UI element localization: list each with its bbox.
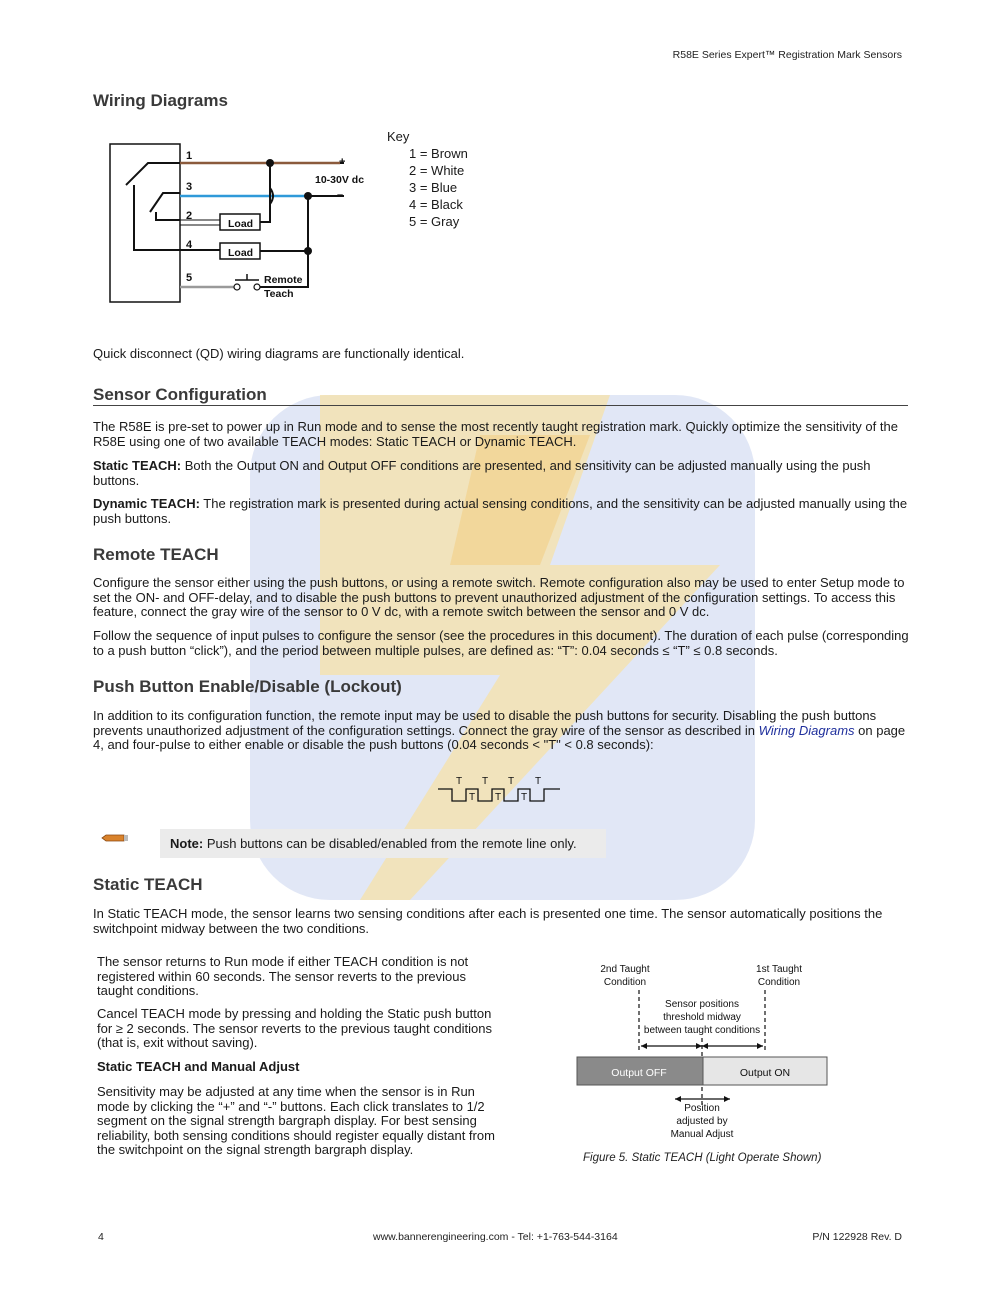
- key-item: 5 = Gray: [409, 214, 460, 229]
- position-label-line3: Manual Adjust: [670, 1129, 734, 1140]
- key-item: 1 = Brown: [409, 146, 468, 161]
- pulse-top-label: T: [482, 776, 489, 787]
- dynamic-teach-term: Dynamic TEACH:: [93, 496, 200, 511]
- supply-label: 10-30V dc: [315, 174, 365, 186]
- load-2-label: Load: [228, 247, 254, 259]
- wire-color-key: [387, 128, 468, 230]
- static-teach-text: Both the Output ON and Output OFF conditions are presented, and sensitivity can be adjusted manually using the push buttons.: [93, 458, 871, 488]
- second-taught-label-line2: Condition: [603, 977, 647, 988]
- first-taught-label-line1: 1st Taught: [756, 964, 802, 975]
- remote-teach-paragraph-2: Follow the sequence of input pulses to configure the sensor (see the procedures in this document). The duration of each pulse (corresponding to a push button “click”), and the period between multiple pulses, are defined as: “T”: 0.04 seconds ≤ “T” ≤ 0.8 seconds.: [93, 628, 909, 658]
- remote-teach-paragraph-1: Configure the sensor either using the push buttons, or using a remote switch. Remote configuration also may be used to enter Setup mode to set the ON- and OFF-delay, and to disable the push buttons to prevent unauthorized adjustment of the configuration settings. To access this feature, connect the gray wire of the sensor to 0 V dc, with a remote switch between the sensor and 0 V dc.: [93, 575, 905, 619]
- pulse-top-label: T: [456, 776, 463, 787]
- wire-number-3: 3: [186, 181, 193, 193]
- sensor-configuration-heading: Sensor Configuration: [93, 387, 908, 406]
- position-label-line1: Position: [684, 1103, 720, 1114]
- threshold-label-line1: Sensor positions: [665, 999, 739, 1010]
- load-1-label: Load: [228, 218, 254, 230]
- lockout-text-after: on page 4, and four-pulse to either enable or disable the push buttons (0.04 seconds < "T" < 0.8 seconds):: [93, 722, 906, 752]
- teach-label: Teach: [264, 288, 294, 300]
- footer-contact: www.bannerengineering.com - Tel: +1-763-544-3164: [373, 1231, 618, 1243]
- lockout-paragraph: [93, 709, 911, 753]
- manual-adjust-subheading: Static TEACH and Manual Adjust: [97, 1059, 300, 1074]
- output-off-label: Output OFF: [611, 1067, 667, 1079]
- wire-number-5: 5: [186, 272, 193, 284]
- note-text: Push buttons can be disabled/enabled from the remote line only.: [203, 836, 577, 851]
- wire-number-1: 1: [186, 150, 193, 162]
- page-number: 4: [98, 1231, 104, 1243]
- key-title: Key: [387, 129, 410, 144]
- wiring-diagrams-heading: Wiring Diagrams: [93, 91, 228, 110]
- sensor-config-intro: The R58E is pre-set to power up in Run mode and to sense the most recently taught registration mark. Quickly optimize the sensitivity of the R58E using one of two available TEACH modes: Static TEACH or Dynamic TEACH.: [93, 419, 898, 449]
- dynamic-teach-definition: [93, 497, 911, 526]
- pulse-top-label: T: [508, 776, 515, 787]
- remote-label: Remote: [264, 274, 303, 286]
- key-item: 3 = Blue: [409, 180, 458, 195]
- key-item: 4 = Black: [409, 197, 463, 212]
- static-teach-cancel-text: Cancel TEACH mode by pressing and holding the Static push button for ≥ 2 seconds. The sensor reverts to the previous taught conditions (that is, exit without saving).: [97, 1006, 492, 1050]
- static-teach-figure: [575, 958, 830, 1143]
- static-teach-timeout-text: The sensor returns to Run mode if either TEACH condition is not registered within 60 seconds. The sensor reverts to the previous taught conditions.: [97, 954, 469, 998]
- supply-minus: –: [337, 189, 344, 201]
- pencil-icon: [100, 834, 130, 842]
- lockout-text-before: In addition to its configuration function, the remote input may be used to disable the push buttons for security. Disabling the push buttons prevents unauthorized adjustment of the configuration settings. Connect the gray wire of the sensor as described in: [93, 708, 877, 738]
- wiring-diagrams-link[interactable]: Wiring Diagrams: [758, 722, 855, 738]
- note-label: Note:: [170, 836, 204, 851]
- supply-plus: +: [339, 156, 346, 168]
- threshold-label-line3: between taught conditions: [643, 1025, 761, 1036]
- wire-number-4: 4: [186, 239, 193, 251]
- static-teach-definition: [93, 459, 911, 488]
- running-header: R58E Series Expert™ Registration Mark Sensors: [672, 49, 902, 61]
- static-teach-heading: Static TEACH: [93, 875, 203, 894]
- second-taught-label-line1: 2nd Taught: [600, 964, 650, 975]
- threshold-label-line2: threshold midway: [663, 1012, 741, 1023]
- output-on-label: Output ON: [739, 1067, 791, 1079]
- dynamic-teach-text: The registration mark is presented during actual sensing conditions, and the sensitivity can be adjusted manually using the push buttons.: [93, 496, 908, 526]
- lockout-heading: Push Button Enable/Disable (Lockout): [93, 677, 402, 696]
- qd-note: Quick disconnect (QD) wiring diagrams are functionally identical.: [93, 346, 465, 361]
- pulse-top-label: T: [535, 776, 542, 787]
- static-teach-intro: In Static TEACH mode, the sensor learns two sensing conditions after each is presented one time. The sensor automatically positions the switchpoint midway between the two conditions.: [93, 906, 883, 936]
- wire-number-2: 2: [186, 210, 193, 222]
- manual-adjust-text: Sensitivity may be adjusted at any time when the sensor is in Run mode by clicking the “+” and “-” buttons. Each click translates to 1/2 segment on the signal strength bargraph display. For best sensing reliability, both sensing conditions should register equally distant from the switchpoint on the signal strength bargraph display.: [97, 1084, 495, 1157]
- pulse-bottom-label: T: [495, 792, 502, 803]
- static-teach-term: Static TEACH:: [93, 458, 182, 473]
- note-box: [160, 829, 606, 858]
- wiring-diagram: [108, 140, 378, 305]
- pulse-bottom-label: T: [521, 792, 528, 803]
- part-number: P/N 122928 Rev. D: [812, 1231, 902, 1243]
- remote-teach-heading: Remote TEACH: [93, 545, 219, 564]
- pulse-bottom-label: T: [469, 792, 476, 803]
- pulse-diagram: [438, 773, 563, 805]
- figure-caption: Figure 5. Static TEACH (Light Operate Shown): [583, 1152, 822, 1164]
- first-taught-label-line2: Condition: [757, 977, 801, 988]
- position-label-line2: adjusted by: [676, 1116, 728, 1127]
- key-item: 2 = White: [409, 163, 465, 178]
